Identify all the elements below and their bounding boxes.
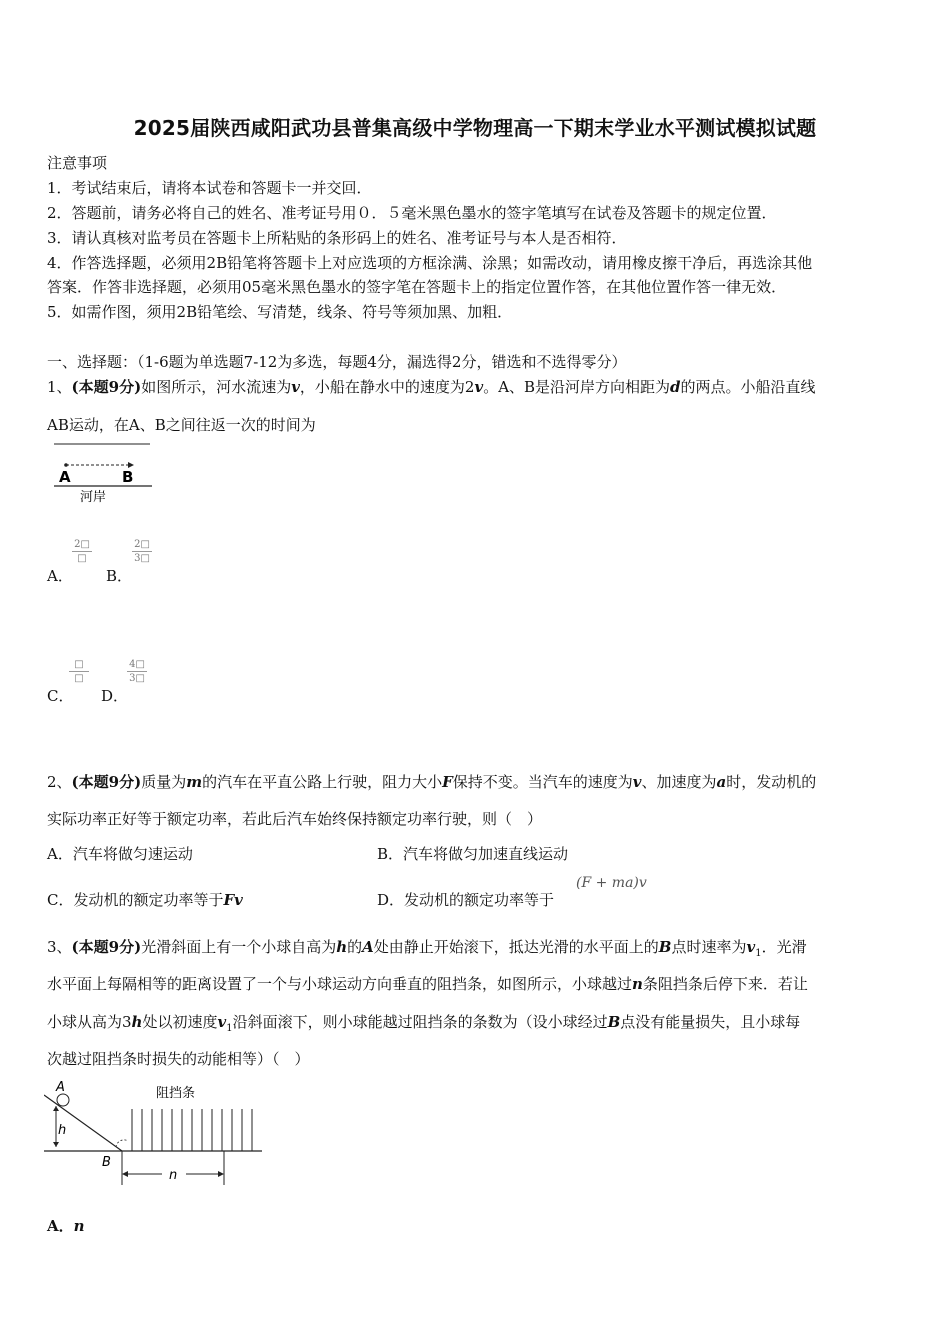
question-1-line-1: 1、(本题9分)如图所示，河水流速为v，小船在静水中的速度为2v。A、B是沿河岸方向相距为d的两点。小船沿直线 bbox=[47, 378, 816, 396]
page-title: 2025届陕西咸阳武功县普集高级中学物理高一下期末学业水平测试模拟试题 bbox=[133, 116, 817, 140]
question-3-line-1: 3、(本题9分)光滑斜面上有一个小球自高为h的A处由静止开始滚下，抵达光滑的水平面上的B点时速率为$v_1$．光滑 bbox=[47, 938, 807, 959]
section-heading: 一、选择题：（1-6题为单选题7-12为多选，每题4分，漏选得2分，错选和不选得零分） bbox=[47, 353, 627, 371]
option-a: A．n bbox=[47, 1217, 85, 1235]
option-d-fraction: $\frac{4□}{3□}$ bbox=[127, 659, 147, 685]
distance-label: n bbox=[169, 1168, 178, 1183]
option-c-label: C． bbox=[47, 687, 74, 705]
notice-item: 答案．作答非选择题，必须用05毫米黑色墨水的签字笔在答题卡上的指定位置作答，在其他位置作答一律无效． bbox=[47, 278, 787, 296]
notice-item: 4．作答选择题，必须用2B铅笔将答题卡上对应选项的方框涂满、涂黑；如需改动，请用橡皮擦干净后，再选涂其他 bbox=[47, 254, 813, 272]
river-bank-figure bbox=[50, 440, 160, 510]
point-a-label: A bbox=[56, 1080, 65, 1095]
option-d-formula: (F + ma)v bbox=[576, 875, 647, 891]
option-c-fraction: □ □ bbox=[69, 659, 89, 685]
option-a-label: A． bbox=[47, 567, 73, 585]
option-d: D．发动机的额定功率等于 bbox=[377, 891, 555, 909]
point-b-label: B bbox=[122, 468, 134, 486]
option-a: A．汽车将做匀速运动 bbox=[47, 845, 193, 863]
question-3-line-4: 次越过阻挡条时损失的动能相等）（ ） bbox=[47, 1050, 310, 1068]
point-a-label: A bbox=[59, 468, 71, 486]
notice-heading: 注意事项 bbox=[47, 154, 108, 172]
question-2-line-1: 2、(本题9分)质量为m的汽车在平直公路上行驶，阻力大小F保持不变。当汽车的速度为v、加速度为a时，发动机的 bbox=[47, 773, 817, 791]
option-d-label: D． bbox=[101, 687, 129, 705]
question-3-line-3: 小球从高为3h处以初速度$v_1$沿斜面滚下，则小球能越过阻挡条的条数为（设小球经过B点没有能量损失，且小球每 bbox=[47, 1013, 801, 1034]
notice-item: 5．如需作图，须用2B铅笔绘、写清楚，线条、符号等须加黑、加粗． bbox=[47, 303, 513, 321]
question-1-line-2: AB运动，在A、B之间往返一次的时间为 bbox=[47, 416, 316, 434]
bars-label: 阻挡条 bbox=[156, 1086, 196, 1101]
bank-label: 河岸 bbox=[80, 490, 107, 505]
option-b: B．汽车将做匀加速直线运动 bbox=[377, 845, 569, 863]
notice-item: 1．考试结束后，请将本试卷和答题卡一并交回． bbox=[47, 179, 372, 197]
option-b-label: B． bbox=[106, 567, 133, 585]
option-a-fraction: 2□ □ bbox=[72, 539, 92, 565]
option-c: C．发动机的额定功率等于Fv bbox=[47, 891, 243, 909]
option-b-fraction: $\frac{2□}{3□}$ bbox=[132, 539, 152, 565]
notice-item: 2．答题前，请务必将自己的姓名、准考证号用０．５毫米黑色墨水的签字笔填写在试卷及答题卡的规定位置． bbox=[47, 204, 777, 222]
height-label: h bbox=[58, 1123, 67, 1138]
question-2-line-2: 实际功率正好等于额定功率，若此后汽车始终保持额定功率行驶，则（ ） bbox=[47, 810, 543, 828]
incline-figure bbox=[44, 1077, 274, 1187]
point-b-label: B bbox=[102, 1155, 111, 1170]
notice-item: 3．请认真核对监考员在答题卡上所粘贴的条形码上的姓名、准考证号与本人是否相符． bbox=[47, 229, 627, 247]
question-3-line-2: 水平面上每隔相等的距离设置了一个与小球运动方向垂直的阻挡条，如图所示，小球越过n条阻挡条后停下来．若让 bbox=[47, 975, 808, 993]
